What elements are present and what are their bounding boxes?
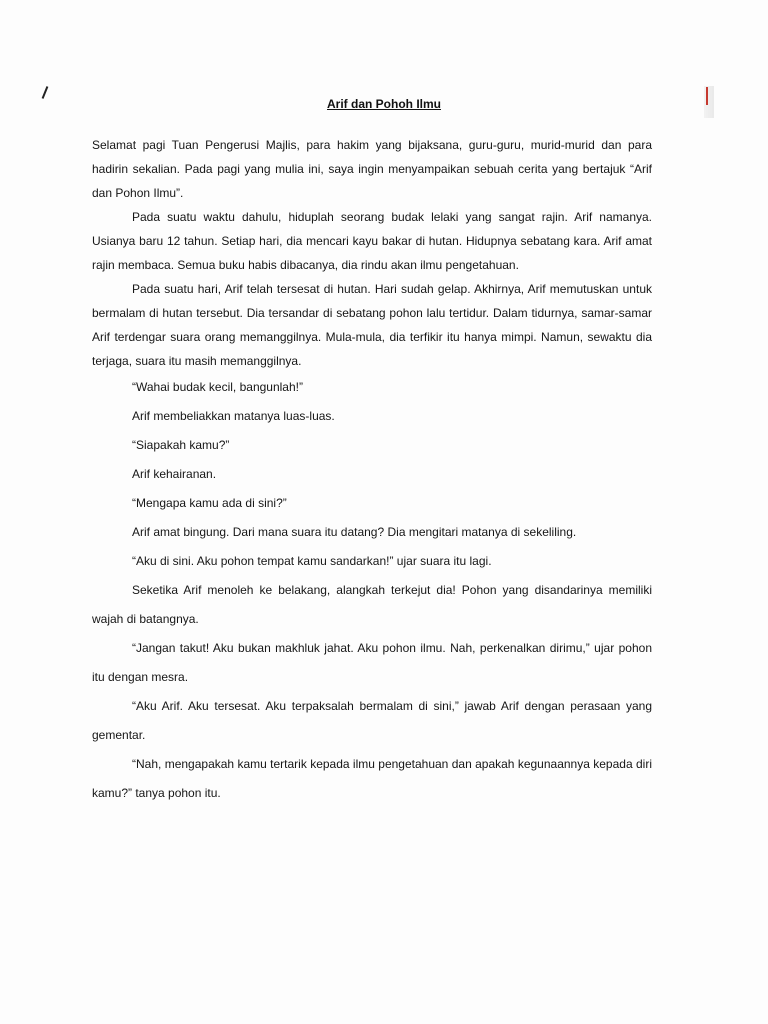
paragraph-lost: Pada suatu hari, Arif telah tersesat di hutan. Hari sudah gelap. Akhirnya, Arif memutuskan untuk bermalam di hutan tersebut. Dia tersandar di sebatang pohon lalu tertidur. Dalam tidurnya, samar-samar Arif terdengar suara orang memanggilnya. Mula-mula, dia terfikir itu hanya mimpi. Namun, sewaktu dia terjaga, suara itu masih memanggilnya. bbox=[92, 282, 652, 368]
dialogue-line: Arif amat bingung. Dari mana suara itu datang? Dia mengitari matanya di sekeliling. bbox=[132, 525, 577, 539]
dialogue-line: “Mengapa kamu ada di sini?” bbox=[132, 496, 287, 510]
dialogue-line: “Wahai budak kecil, bangunlah!” bbox=[132, 380, 303, 394]
dialogue-line: “Siapakah kamu?” bbox=[132, 438, 230, 452]
paragraph-greeting: Selamat pagi Tuan Pengerusi Majlis, para hakim yang bijaksana, guru-guru, murid-murid dan para hadirin sekalian. Pada pagi yang mulia ini, saya ingin menyampaikan sebuah cerita yang bertajuk “Arif dan Pohon Ilmu”. bbox=[92, 138, 652, 200]
paragraph-closing: “Aku Arif. Aku tersesat. Aku terpaksalah bermalam di sini,” jawab Arif dengan perasaan yang gementar. bbox=[92, 699, 652, 742]
paragraph-intro: Pada suatu waktu dahulu, hiduplah seorang budak lelaki yang sangat rajin. Arif namanya. Usianya baru 12 tahun. Setiap hari, dia mencari kayu bakar di hutan. Hidupnya sebatang kara. Arif amat rajin membaca. Semua buku habis dibacanya, dia rindu akan ilmu pengetahuan. bbox=[92, 210, 652, 272]
paragraph-closing: “Jangan takut! Aku bukan makhluk jahat. Aku pohon ilmu. Nah, perkenalkan dirimu,” ujar pohon itu dengan mesra. bbox=[92, 641, 652, 684]
dialogue-line: Arif membeliakkan matanya luas-luas. bbox=[132, 409, 335, 423]
paragraph-closing: Seketika Arif menoleh ke belakang, alangkah terkejut dia! Pohon yang disandarinya memiliki wajah di batangnya. bbox=[92, 583, 652, 626]
dialogue-line: Arif kehairanan. bbox=[132, 467, 217, 481]
paragraph-closing: “Nah, mengapakah kamu tertarik kepada ilmu pengetahuan dan apakah kegunaannya kepada diri kamu?” tanya pohon itu. bbox=[92, 757, 652, 800]
document-title: Arif dan Pohoh Ilmu bbox=[327, 97, 441, 111]
dialogue-line: “Aku di sini. Aku pohon tempat kamu sandarkan!” ujar suara itu lagi. bbox=[132, 554, 492, 568]
document-body bbox=[92, 133, 652, 808]
